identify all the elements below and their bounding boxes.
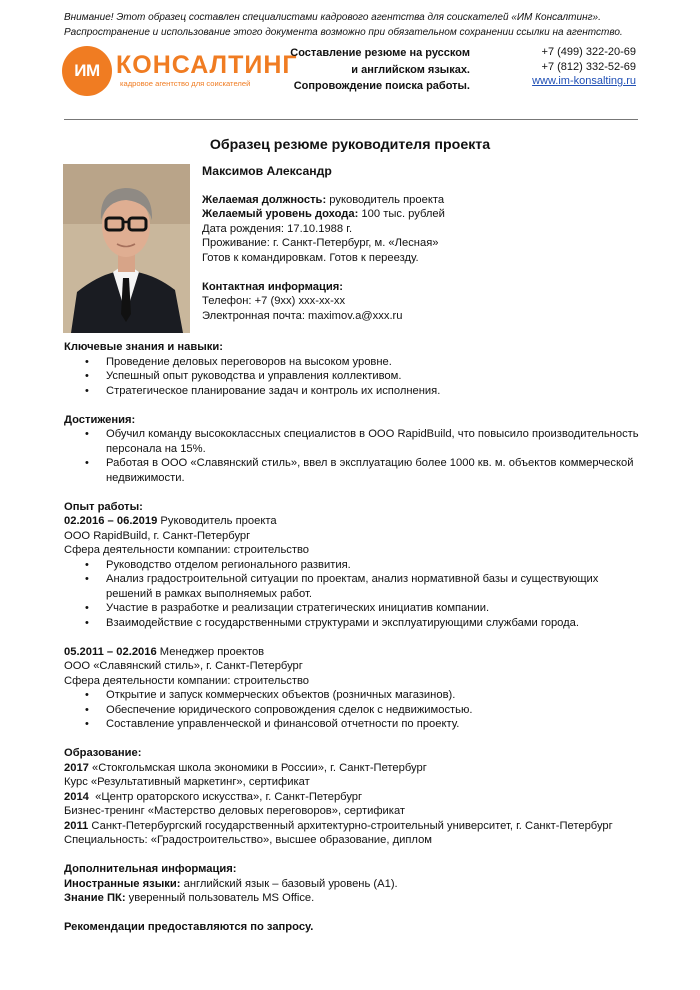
- desired-salary: [202, 207, 622, 222]
- agency-notice: [64, 10, 664, 40]
- education-1-course: Курс «Результативный маркетинг», сертификат: [64, 776, 310, 788]
- candidate-phone: Телефон: +7 (9xx) xxx-xx-xx: [202, 295, 346, 307]
- job-2-duties: [64, 688, 640, 732]
- pc-skills-value: уверенный пользователь MS Office.: [125, 892, 315, 904]
- job-2-role: Менеджер проектов: [156, 645, 265, 658]
- pc-skills-label: Знание ПК:: [64, 892, 126, 904]
- job-2-title: [64, 645, 640, 660]
- notice-line-1: Внимание! Этот образец составлен специалистами кадрового агентства для соискателей «ИМ Консалтинг».: [64, 12, 601, 23]
- services-line-3: Сопровождение поиска работы.: [293, 80, 470, 92]
- achievements-heading: Достижения:: [64, 413, 136, 426]
- candidate-name: Максимов Александр: [202, 164, 332, 178]
- desired-position-value: руководитель проекта: [326, 193, 445, 206]
- list-item: • Обеспечение юридического сопровождения сделок с недвижимостью.: [64, 703, 640, 718]
- achievements-list: [64, 427, 640, 485]
- agency-phone-2: +7 (812) 332-52-69: [541, 60, 636, 73]
- desired-salary-label: Желаемый уровень дохода:: [202, 208, 359, 220]
- education-1-year: 2017: [64, 761, 89, 774]
- job-2-sphere: Сфера деятельности компании: строительство: [64, 674, 310, 687]
- education-2: [64, 790, 640, 805]
- job-1-sphere: Сфера деятельности компании: строительство: [64, 544, 310, 556]
- residence: Проживание: г. Санкт-Петербург, м. «Лесная»: [202, 237, 439, 249]
- list-item: • Составление управленческой и финансовой отчетности по проекту.: [64, 717, 640, 732]
- document-title: Образец резюме руководителя проекта: [209, 137, 491, 153]
- list-item: • Анализ градостроительной ситуации по проектам, анализ нормативной базы и существующих решений в рамках выполняемых работ.: [64, 572, 640, 601]
- languages-value: английский язык – базовый уровень (A1).: [180, 877, 398, 890]
- desired-position: [202, 193, 622, 208]
- education-1: [64, 761, 640, 776]
- agency-contacts: [500, 45, 636, 89]
- job-1-period: 02.2016 – 06.2019: [64, 515, 158, 527]
- education-3-year: 2011: [64, 819, 89, 832]
- list-item: • Успешный опыт руководства и управления коллективом.: [64, 369, 640, 384]
- list-item: • Открытие и запуск коммерческих объектов (розничных магазинов).: [64, 688, 640, 703]
- list-item: • Обучил команду высококлассных специалистов в ООО RapidBuild, что повысило производительность персонала на 15%.: [64, 427, 640, 456]
- resume-body: [64, 340, 640, 935]
- education-3-specialty: Специальность: «Градостроительство», высшее образование, диплом: [64, 834, 433, 846]
- list-item: • Стратегическое планирование задач и контроль их исполнения.: [64, 384, 640, 399]
- job-2-company: ООО «Славянский стиль», г. Санкт-Петербург: [64, 660, 303, 672]
- job-1-duties: [64, 558, 640, 631]
- candidate-photo: [63, 164, 190, 333]
- agency-phone-1: +7 (499) 322-20-69: [541, 46, 636, 58]
- skills-list: [64, 355, 640, 399]
- notice-line-2: Распространение и использование этого документа возможно при обязательном сохранении ссылки на агентство.: [64, 27, 623, 38]
- education-3-school: Санкт-Петербургский государственный архитектурно-строительный университет, г. Санкт-Петербург: [88, 819, 613, 832]
- list-item: • Руководство отделом регионального развития.: [64, 558, 640, 573]
- logo-name: КОНСАЛТИНГ: [116, 51, 298, 79]
- candidate-profile: [202, 164, 622, 323]
- languages: [64, 877, 640, 892]
- list-item: • Работая в ООО «Славянский стиль», ввел в эксплуатацию более 1000 кв. м. объектов коммерческой недвижимости.: [64, 456, 640, 485]
- job-1-company: ООО RapidBuild, г. Санкт-Петербург: [64, 529, 251, 542]
- additional-heading: Дополнительная информация:: [64, 863, 237, 875]
- education-3: [64, 819, 640, 834]
- agency-services: [290, 45, 470, 95]
- travel-readiness: Готов к командировкам. Готов к переезду.: [202, 251, 419, 264]
- recommendations-note: Рекомендации предоставляются по запросу.: [64, 921, 314, 933]
- list-item: • Участие в разработке и реализации стратегических инициатив компании.: [64, 601, 640, 616]
- agency-website-link[interactable]: www.im-konsalting.ru: [532, 75, 636, 87]
- job-1-title: [64, 514, 640, 529]
- logo-tagline: кадровое агентство для соискателей: [120, 79, 251, 88]
- list-item: • Проведение деловых переговоров на высоком уровне.: [64, 355, 640, 370]
- list-item: • Взаимодействие с государственными структурами и эксплуатирующими службами города.: [64, 616, 640, 631]
- services-line-1: Составление резюме на русском: [290, 47, 470, 59]
- job-2-period: 05.2011 – 02.2016: [64, 645, 157, 658]
- header-divider: [64, 119, 638, 120]
- agency-logo: [62, 46, 298, 96]
- services-line-2: и английском языках.: [351, 63, 470, 76]
- education-2-school: «Центр ораторского искусства», г. Санкт-Петербург: [88, 790, 363, 803]
- education-heading: Образование:: [64, 747, 142, 759]
- logo-mark: ИМ: [62, 46, 112, 96]
- pc-skills: [64, 891, 640, 906]
- skills-heading: Ключевые знания и навыки:: [64, 341, 223, 353]
- languages-label: Иностранные языки:: [64, 877, 181, 890]
- education-2-course: Бизнес-тренинг «Мастерство деловых переговоров», сертификат: [64, 805, 406, 817]
- education-2-year: 2014: [64, 790, 89, 803]
- desired-salary-value: 100 тыс. рублей: [358, 208, 445, 220]
- experience-heading: Опыт работы:: [64, 500, 143, 513]
- contact-info-label: Контактная информация:: [202, 280, 343, 293]
- job-1-role: Руководитель проекта: [157, 515, 277, 527]
- desired-position-label: Желаемая должность:: [202, 193, 327, 206]
- birth-date: Дата рождения: 17.10.1988 г.: [202, 222, 353, 235]
- candidate-email: Электронная почта: maximov.a@xxx.ru: [202, 309, 403, 322]
- education-1-school: «Стокгольмская школа экономики в России», г. Санкт-Петербург: [88, 761, 427, 774]
